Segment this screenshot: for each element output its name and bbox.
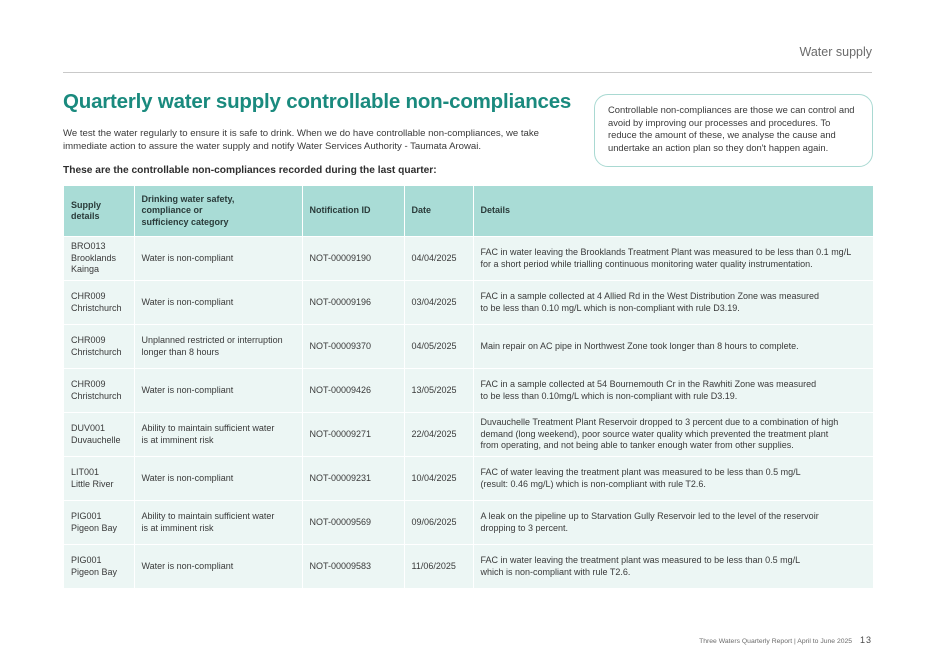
header-divider (63, 72, 872, 73)
cell-supply: PIG001 Pigeon Bay (64, 545, 134, 589)
header-date: Date (404, 186, 473, 237)
table-row (64, 457, 873, 501)
cell-details: Main repair on AC pipe in Northwest Zone took longer than 8 hours to complete. (473, 325, 873, 369)
cell-supply: CHR009 Christchurch (64, 325, 134, 369)
cell-date: 09/06/2025 (404, 501, 473, 545)
cell-supply: LIT001 Little River (64, 457, 134, 501)
cell-details: FAC in water leaving the Brooklands Treatment Plant was measured to be less than 0.1 mg/L for a short period while trialling continuous monitoring water quality instrumentation. (473, 237, 873, 281)
intro-paragraph: We test the water regularly to ensure it is safe to drink. When we do have controllable non-compliances, we take immediate action to assure the water supply and notify Water Services Authority - Taumata Arowai. (63, 128, 540, 152)
header-supply-details: Supply details (64, 186, 134, 237)
cell-date: 13/05/2025 (404, 369, 473, 413)
cell-category: Water is non-compliant (134, 545, 302, 589)
cell-supply: CHR009 Christchurch (64, 281, 134, 325)
cell-supply: PIG001 Pigeon Bay (64, 501, 134, 545)
page-footer (699, 635, 872, 645)
cell-category: Water is non-compliant (134, 457, 302, 501)
cell-supply: DUV001 Duvauchelle (64, 413, 134, 457)
cell-details: FAC in water leaving the treatment plant was measured to be less than 0.5 mg/L which is non-compliant with rule T2.6. (473, 545, 873, 589)
cell-supply: BRO013 Brooklands Kainga (64, 237, 134, 281)
table-header-row (64, 186, 873, 237)
footer-report-title: Three Waters Quarterly Report | April to June 2025 (699, 638, 853, 645)
cell-date: 10/04/2025 (404, 457, 473, 501)
cell-category: Ability to maintain sufficient water is at imminent risk (134, 501, 302, 545)
cell-date: 03/04/2025 (404, 281, 473, 325)
cell-notification-id: NOT-00009569 (302, 501, 404, 545)
cell-category: Unplanned restricted or interruption longer than 8 hours (134, 325, 302, 369)
cell-notification-id: NOT-00009426 (302, 369, 404, 413)
cell-details: A leak on the pipeline up to Starvation Gully Reservoir led to the level of the reservoir dropping to 3 percent. (473, 501, 873, 545)
cell-date: 11/06/2025 (404, 545, 473, 589)
cell-category: Ability to maintain sufficient water is at imminent risk (134, 413, 302, 457)
definition-callout: Controllable non-compliances are those we can control and avoid by improving our processes and procedures. To reduce the amount of these, we analyse the cause and undertake an action plan so they don't happen again. (594, 94, 873, 167)
section-label: Water supply (799, 45, 872, 59)
table-row (64, 325, 873, 369)
cell-details: FAC in a sample collected at 4 Allied Rd in the West Distribution Zone was measured to be less than 0.10 mg/L which is non-compliant with rule D3.19. (473, 281, 873, 325)
cell-notification-id: NOT-00009231 (302, 457, 404, 501)
cell-notification-id: NOT-00009190 (302, 237, 404, 281)
page-title: Quarterly water supply controllable non-compliances (63, 90, 572, 113)
cell-supply: CHR009 Christchurch (64, 369, 134, 413)
cell-notification-id: NOT-00009370 (302, 325, 404, 369)
table-row (64, 501, 873, 545)
cell-notification-id: NOT-00009583 (302, 545, 404, 589)
cell-date: 22/04/2025 (404, 413, 473, 457)
table-row (64, 369, 873, 413)
table-row (64, 545, 873, 589)
header-category: Drinking water safety, compliance or sufficiency category (134, 186, 302, 237)
cell-date: 04/05/2025 (404, 325, 473, 369)
cell-details: FAC of water leaving the treatment plant was measured to be less than 0.5 mg/L (result: 0.46 mg/L) which is non-compliant with rule T2.6. (473, 457, 873, 501)
table-row (64, 413, 873, 457)
cell-notification-id: NOT-00009196 (302, 281, 404, 325)
cell-category: Water is non-compliant (134, 281, 302, 325)
cell-category: Water is non-compliant (134, 237, 302, 281)
header-details: Details (473, 186, 873, 237)
page-number: 13 (859, 635, 872, 645)
cell-date: 04/04/2025 (404, 237, 473, 281)
cell-notification-id: NOT-00009271 (302, 413, 404, 457)
cell-details: FAC in a sample collected at 54 Bournemouth Cr in the Rawhiti Zone was measured to be less than 0.10mg/L which is non-compliant with rule D3.19. (473, 369, 873, 413)
table-row (64, 237, 873, 281)
table-row (64, 281, 873, 325)
cell-category: Water is non-compliant (134, 369, 302, 413)
table-heading: These are the controllable non-compliances recorded during the last quarter: (63, 165, 437, 176)
header-notification-id: Notification ID (302, 186, 404, 237)
non-compliance-table (64, 186, 873, 588)
cell-details: Duvauchelle Treatment Plant Reservoir dropped to 3 percent due to a combination of high demand (long weekend), poor source water quality which prevented the treatment plant from operating, and not being able to tanker enough water from other supplies. (473, 413, 873, 457)
